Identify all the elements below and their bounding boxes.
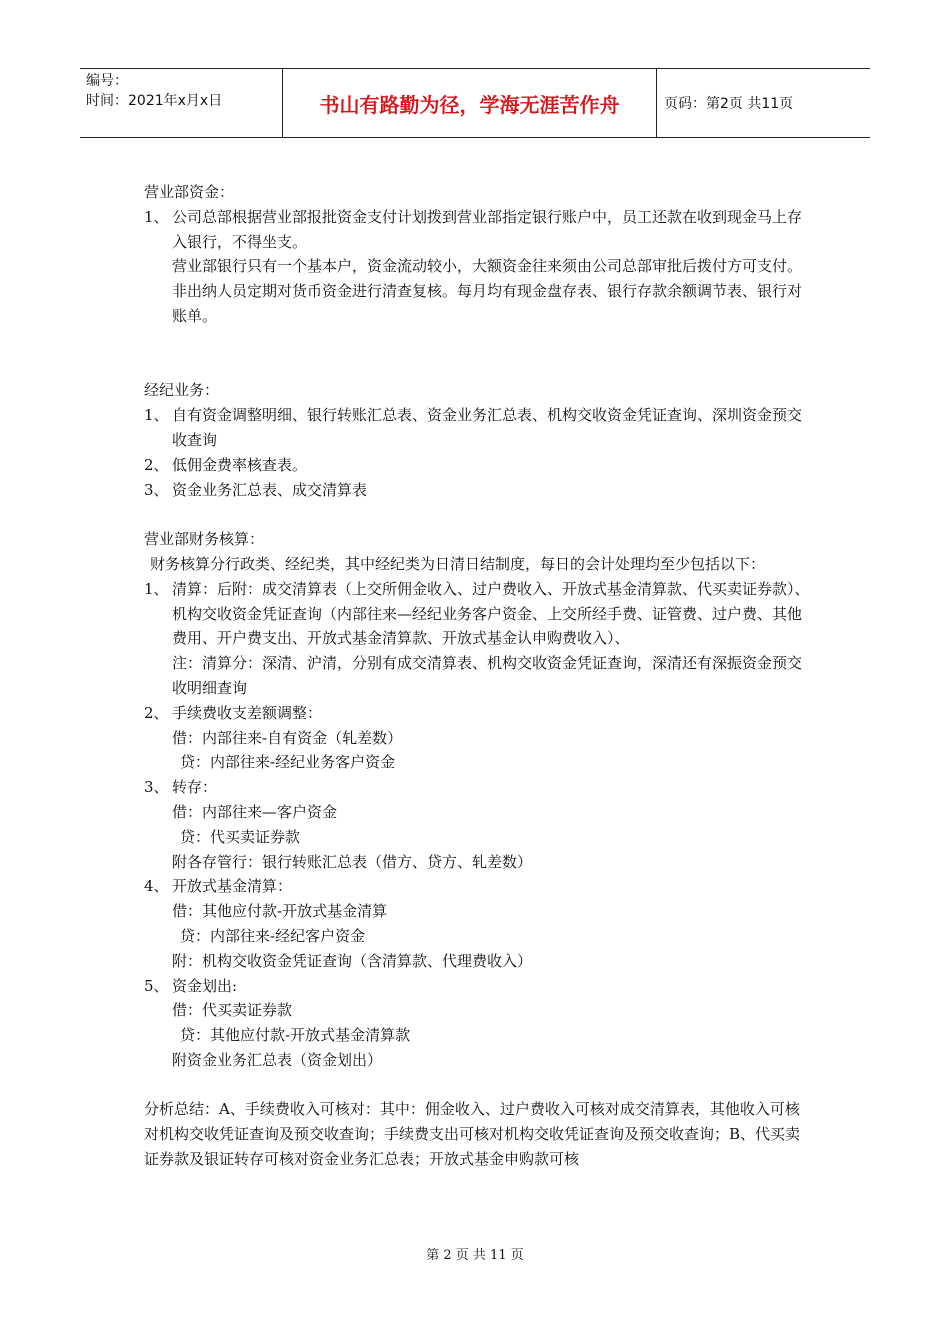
section-title: 营业部资金：	[144, 183, 235, 201]
note: 注：清算分：深清、沪清，分别有成交清算表、机构交收资金凭证查询，深清还有深振资金预交收明细查询	[172, 654, 803, 697]
item-number: 3、	[144, 480, 169, 499]
document-body	[144, 180, 814, 1172]
section-title: 营业部财务核算：	[144, 530, 265, 549]
attachment-note: 附：机构交收资金凭证查询（含清算款、代理费收入）	[172, 951, 533, 970]
header-meta	[86, 71, 282, 111]
paragraph: 转存：	[172, 778, 218, 797]
paragraph: 手续费收支差额调整：	[172, 703, 323, 722]
list-item	[144, 453, 814, 478]
attachment-note: 附资金业务汇总表（资金划出）	[172, 1050, 383, 1069]
list-item	[144, 701, 814, 775]
paragraph: 清算：后附：成交清算表（上交所佣金收入、过户费收入、开放式基金清算款、代买卖证券款）、机构交收资金凭证查询（内部往来—经纪业务客户资金、上交所经手费、证管费、过户费、其他费用、开户费支出、开放式基金清算款、开放式基金认申购费收入）、	[172, 579, 810, 648]
paragraph: 低佣金费率核查表。	[172, 455, 308, 474]
list-item	[144, 478, 814, 503]
item-number: 1、	[144, 579, 169, 598]
item-number: 1、	[144, 207, 169, 226]
credit-entry: 贷：内部往来-经纪业务客户资金	[180, 753, 396, 772]
debit-entry: 借：其他应付款-开放式基金清算	[172, 902, 388, 921]
page-footer: 第 2 页 共 11 页	[426, 1248, 524, 1263]
header-page-info: 页码：第2页 共11页	[664, 96, 794, 112]
page-header	[80, 68, 870, 138]
debit-entry: 借：内部往来-自有资金（轧差数）	[172, 728, 403, 747]
time-label: 时间：2021年x月x日	[86, 93, 223, 109]
section-title: 经纪业务：	[144, 381, 220, 400]
list-item	[144, 974, 814, 1073]
header-divider	[656, 69, 657, 137]
attachment-note: 附各存管行：银行转账汇总表（借方、贷方、轧差数）	[172, 852, 533, 871]
item-number: 4、	[144, 877, 169, 896]
item-number: 3、	[144, 778, 169, 797]
item-number: 2、	[144, 703, 169, 722]
paragraph: 资金业务汇总表、成交清算表	[172, 480, 368, 499]
list-item	[144, 874, 814, 973]
paragraph: 开放式基金清算：	[172, 877, 293, 896]
summary-paragraph: 分析总结：A、手续费收入可核对：其中：佣金收入、过户费收入可核对成交清算表，其他收入可核对机构交收凭证查询及预交收查询；手续费支出可核对机构交收凭证查询及预交收查询；B、代买卖证券款及银证转存可核对资金业务汇总表；开放式基金申购款可核	[144, 1100, 801, 1169]
paragraph: 公司总部根据营业部报批资金支付计划拨到营业部指定银行账户中，员工还款在收到现金马上存入银行，不得坐支。	[172, 207, 803, 251]
list-item	[144, 205, 814, 329]
list-item	[144, 403, 814, 453]
item-number: 5、	[144, 976, 169, 995]
item-number: 1、	[144, 406, 169, 425]
list-item	[144, 775, 814, 874]
paragraph: 资金划出:	[172, 976, 238, 995]
item-number: 2、	[144, 455, 169, 474]
debit-entry: 借：代买卖证券款	[172, 1001, 293, 1020]
paragraph: 营业部银行只有一个基本户，资金流动较小，大额资金往来须由公司总部审批后拨付方可支付。非出纳人员定期对货币资金进行清查复核。每月均有现金盘存表、银行存款余额调节表、银行对账单。	[172, 257, 803, 325]
paragraph: 财务核算分行政类、经纪类，其中经纪类为日清日结制度，每日的会计处理均至少包括以下：	[150, 554, 766, 573]
list-item	[144, 577, 814, 701]
credit-entry: 贷：代买卖证券款	[180, 827, 301, 846]
header-motto: 书山有路勤为径，学海无涯苦作舟	[319, 92, 620, 117]
credit-entry: 贷：其他应付款-开放式基金清算款	[180, 1026, 411, 1045]
debit-entry: 借：内部往来—客户资金	[172, 802, 338, 821]
credit-entry: 贷：内部往来-经纪客户资金	[180, 926, 366, 945]
paragraph: 自有资金调整明细、银行转账汇总表、资金业务汇总表、机构交收资金凭证查询、深圳资金预交收查询	[172, 406, 803, 449]
number-label: 编号：	[86, 73, 128, 89]
